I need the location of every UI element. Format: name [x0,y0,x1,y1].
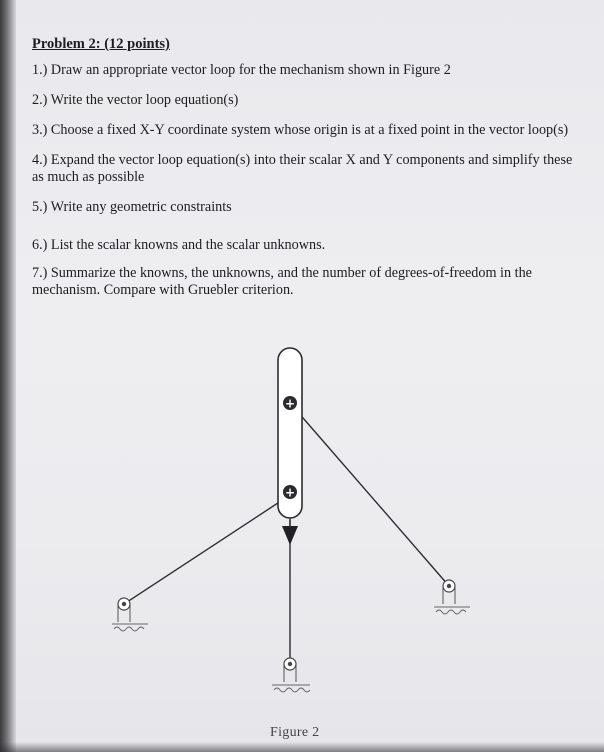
problem-item-3: 3.) Choose a fixed X-Y coordinate system whose origin is at a fixed point in the vector loop(s) [32,122,569,138]
problem-item-5: 5.) Write any geometric constraints [32,199,232,215]
ground-pivot-bottom [272,658,310,692]
mechanism-figure [0,340,604,752]
problem-item-7: 7.) Summarize the knowns, the unknowns, and the number of degrees-of-freedom in the mechanism. Compare with Gruebler criterion. [32,265,532,298]
link-right [290,403,449,586]
link-left [124,499,284,604]
svg-text:+: + [284,396,296,411]
problem-item-1: 1.) Draw an appropriate vector loop for the mechanism shown in Figure 2 [32,62,451,78]
pin-middle [283,485,297,500]
ground-pivot-left [112,598,148,631]
problem-item-2: 2.) Write the vector loop equation(s) [32,92,239,108]
problem-item-4: 4.) Expand the vector loop equation(s) into their scalar X and Y components and simplify these as much as possible [32,152,573,185]
page-bottom-shadow [0,742,604,752]
problem-title: Problem 2: (12 points) [32,36,170,52]
problem-text [32,36,587,312]
problem-item-6: 6.) List the scalar knowns and the scalar unknowns. [32,237,326,253]
ground-pivot-right [434,580,470,614]
slider-tip [282,526,298,545]
svg-text:+: + [284,485,296,500]
pin-upper [283,396,297,411]
figure-caption: Figure 2 [270,725,320,740]
